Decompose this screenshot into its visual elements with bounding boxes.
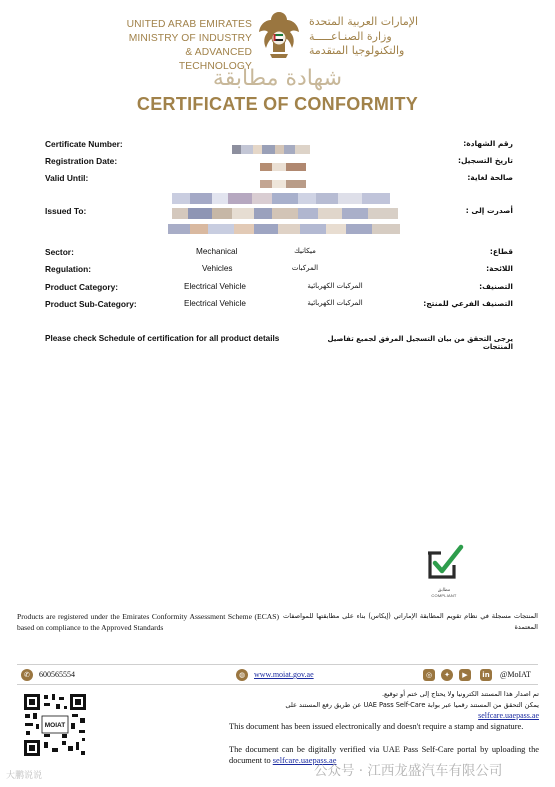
linkedin-icon[interactable]: in: [480, 669, 492, 681]
product-category-label: Product Category:: [45, 282, 119, 292]
uae-emblem-icon: [256, 8, 302, 64]
certificate-number-label: Certificate Number:: [45, 139, 123, 149]
sector-value: Mechanical: [196, 247, 238, 256]
ecas-note-english: Products are registered under the Emirates Conformity Assessment Scheme (ECAS) based on compliance to the Approved Standards: [17, 612, 279, 632]
schedule-note-arabic: يرجى التحقق من بيان التسجيل المرفق لجميع تفاصيل المنتجات: [327, 335, 513, 351]
globe-icon: ◍: [236, 669, 248, 681]
ministry-name-arabic: [309, 15, 449, 59]
twitter-icon[interactable]: ✦: [441, 669, 453, 681]
header-en-line-2: MINISTRY OF INDUSTRY: [128, 33, 252, 44]
header-ar-line-2: وزارة الصنـاعـــــة: [309, 29, 392, 43]
issued-to-redacted-line-1: [172, 191, 390, 202]
verification-ar-line-2: يمكن التحقق من المستند رقميا عبر بوابة UAE Pass Self-Care عن طريق رفع المستند على: [285, 701, 539, 709]
selfcare-link-en[interactable]: selfcare.uaepass.ae: [272, 755, 337, 765]
certificate-number-label-ar: رقم الشهادة:: [463, 139, 513, 148]
compliant-mark-en: COMPLIANT: [431, 593, 457, 598]
qr-label: MOIAT: [44, 722, 66, 729]
compliant-mark-ar: مطابق: [437, 588, 451, 593]
sector-label: Sector:: [45, 247, 74, 257]
valid-until-label: Valid Until:: [45, 173, 89, 183]
sector-label-ar: قطاع:: [489, 247, 513, 256]
issued-to-label-ar: أصدرت إلى :: [465, 206, 513, 215]
verification-en-line-2-text: The document can be digitally verified via UAE Pass Self-Care portal by uploading the document to: [229, 745, 539, 765]
issued-to-redacted-line-3: [168, 221, 400, 231]
selfcare-link-ar[interactable]: selfcare.uaepass.ae: [478, 711, 539, 720]
product-sub-category-value-ar: المركبات الكهربائية: [307, 299, 363, 307]
product-category-label-ar: التصنيف:: [479, 282, 513, 291]
product-category-value-ar: المركبات الكهربائية: [307, 282, 363, 290]
issued-to-label: Issued To:: [45, 206, 87, 216]
registration-date-label-ar: تاريخ التسجيل:: [457, 156, 513, 165]
watermark-left: 大鹏说说: [6, 771, 43, 781]
verification-en-line-1: This document has been issued electronically and doesn't require a stamp and signature.: [229, 722, 524, 731]
header-en-line-1: UNITED ARAB EMIRATES: [126, 19, 252, 30]
header-ar-line-1: الإمارات العربية المتحدة: [309, 15, 419, 28]
title-arabic: شهادة مطابقة: [212, 66, 343, 91]
ecas-note-arabic: المنتجات مسجلة في نظام تقويم المطابقة الإماراتي (إيكاس) بناء على مطابقتها للمواصفات المعتمدة: [283, 612, 538, 631]
registration-date-label: Registration Date:: [45, 156, 118, 166]
qr-code: [22, 692, 88, 758]
valid-until-label-ar: صالحة لغاية:: [467, 173, 513, 182]
footer-divider-bottom: [17, 684, 538, 685]
sector-value-ar: ميكانيك: [294, 247, 316, 255]
instagram-icon[interactable]: ◎: [423, 669, 435, 681]
regulation-label-ar: اللائحة:: [486, 264, 513, 273]
compliant-check-icon: [424, 543, 464, 581]
regulation-label: Regulation:: [45, 264, 92, 274]
product-category-value: Electrical Vehicle: [184, 282, 246, 291]
title-english: CERTIFICATE OF CONFORMITY: [136, 94, 419, 114]
regulation-value-ar: المركبات: [291, 264, 319, 272]
header-en-line-3: & ADVANCED TECHNOLOGY: [178, 47, 252, 72]
valid-until-redacted: [260, 175, 306, 183]
watermark-right: 公众号 · 江西龙盛汽车有限公司: [314, 763, 503, 779]
regulation-value: Vehicles: [202, 264, 233, 273]
verification-ar-line-1: تم اصدار هذا المستند الكترونيا ولا يحتاج إلى ختم أو توقيع.: [381, 690, 539, 698]
registration-date-redacted: [260, 158, 306, 166]
certificate-number-redacted: [232, 141, 310, 150]
issued-to-redacted-line-2: [172, 206, 398, 217]
website-link[interactable]: www.moiat.gov.ae: [254, 670, 314, 679]
verification-link-row: [229, 711, 539, 720]
schedule-note-english: Please check Schedule of certification for all product details: [45, 334, 280, 343]
phone-icon: ✆: [21, 669, 33, 681]
compliant-mark: [424, 543, 464, 598]
header-ar-line-3: والتكنولوجيا المتقدمة: [309, 44, 405, 57]
product-sub-category-label-ar: التصنيف الفرعي للمنتج:: [423, 299, 513, 308]
product-sub-category-value: Electrical Vehicle: [184, 299, 246, 308]
product-sub-category-label: Product Sub-Category:: [45, 299, 137, 309]
phone-number: 600565554: [39, 670, 75, 679]
social-handle: @MoIAT: [500, 670, 531, 679]
youtube-icon[interactable]: ▶: [459, 669, 471, 681]
footer-divider-top: [17, 664, 538, 665]
